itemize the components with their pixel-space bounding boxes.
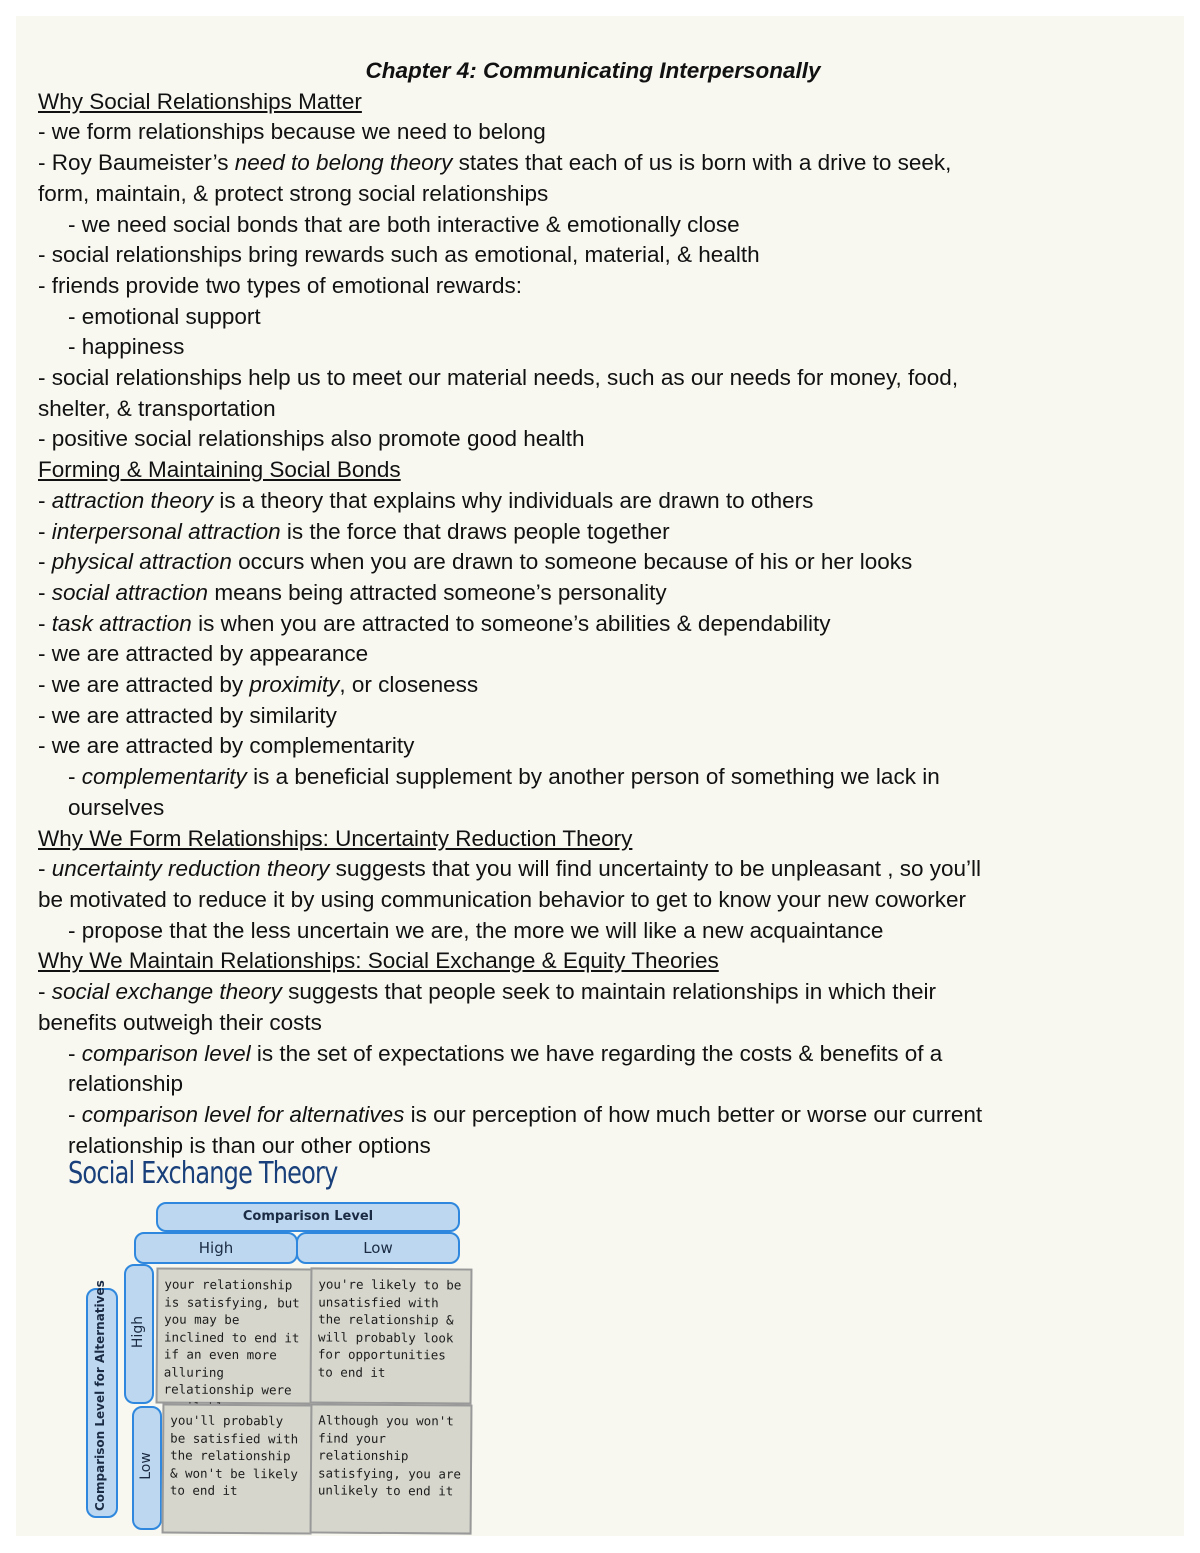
page-title: Chapter 4: Communicating Interpersonally: [365, 58, 821, 83]
note-line: - attraction theory is a theory that explains why individuals are drawn to others: [38, 487, 814, 513]
term: proximity: [249, 672, 340, 698]
note-subline: ourselves: [68, 794, 165, 820]
note-line: - we are attracted by similarity: [38, 702, 337, 728]
note-line: - friends provide two types of emotional rewards:: [38, 272, 522, 298]
note-line: - we are attracted by appearance: [38, 641, 369, 667]
note-line: - we are attracted by proximity, or closeness: [38, 672, 479, 698]
note-subline: relationship: [68, 1071, 184, 1097]
term: need to belong theory: [234, 150, 453, 176]
term: attraction theory: [51, 487, 214, 513]
section-heading-3: Why We Form Relationships: Uncertainty Reduction Theory: [38, 825, 633, 851]
term: social attraction: [51, 579, 209, 605]
column-high-header: High: [134, 1232, 298, 1264]
cell-low-high: you'll probably be satisfied with the relationship & won't be likely to end it: [162, 1403, 313, 1534]
note-line: - social exchange theory suggests that people seek to maintain relationships in which their: [38, 979, 937, 1005]
note-subline: - emotional support: [68, 303, 261, 329]
note-subline: - comparison level is the set of expectations we have regarding the costs & benefits of a: [68, 1040, 943, 1066]
cell-high-high: your relationship is satisfying, but you may be inclined to end it if an even more alluring relationship were: [156, 1267, 313, 1404]
note-line: form, maintain, & protect strong social relationships: [38, 180, 549, 206]
note-line: - social relationships help us to meet our material needs, such as our needs for money, food,: [38, 365, 959, 391]
note-line: - uncertainty reduction theory suggests that you will find uncertainty to be unpleasant , so you’ll: [38, 856, 982, 882]
note-subline: - we need social bonds that are both interactive & emotionally close: [68, 211, 740, 237]
cell-low-low: Although you won't find your relationship satisfying, you are unlikely to end it: [310, 1403, 473, 1534]
term: complementarity: [81, 764, 247, 790]
note-line: - positive social relationships also promote good health: [38, 426, 585, 452]
note-line: benefits outweigh their costs: [38, 1009, 322, 1035]
term: physical attraction: [51, 549, 232, 575]
term: social exchange theory: [51, 979, 282, 1005]
note-subline: relationship is than our other options: [68, 1132, 431, 1158]
diagram-title: Social Exchange Theory: [68, 1156, 338, 1191]
note-line: - we are attracted by complementarity: [38, 733, 415, 759]
section-heading-4: Why We Maintain Relationships: Social Exchange & Equity Theories: [38, 948, 719, 974]
note-line: - social relationships bring rewards such as emotional, material, & health: [38, 242, 760, 268]
term: uncertainty reduction theory: [51, 856, 330, 882]
note-subline: - happiness: [68, 334, 185, 360]
note-subline: - complementarity is a beneficial supplement by another person of something we lack in: [68, 764, 940, 790]
note-line: shelter, & transportation: [38, 395, 276, 421]
page: [16, 16, 1184, 1536]
note-line: be motivated to reduce it by using communication behavior to get to know your new coworker: [38, 886, 966, 912]
note-line: - physical attraction occurs when you are drawn to someone because of his or her looks: [38, 549, 913, 575]
note-line: - social attraction means being attracted someone’s personality: [38, 579, 667, 605]
term: interpersonal attraction: [51, 518, 281, 544]
section-heading-2: Forming & Maintaining Social Bonds: [38, 457, 401, 483]
term: task attraction: [51, 610, 192, 636]
comparison-level-header: Comparison Level: [156, 1202, 460, 1232]
section-heading-1: Why Social Relationships Matter: [38, 88, 362, 114]
comparison-level-alternatives-label: Comparison Level for Alternatives: [93, 1280, 107, 1511]
notes: [38, 56, 1148, 1161]
column-low-header: Low: [296, 1232, 460, 1264]
note-line: - Roy Baumeister’s need to belong theory states that each of us is born with a drive to seek,: [38, 150, 952, 176]
term: comparison level for alternatives: [81, 1101, 405, 1127]
note-subline: - comparison level for alternatives is our perception of how much better or worse our current: [68, 1101, 983, 1127]
note-line: - task attraction is when you are attracted to someone’s abilities & dependability: [38, 610, 831, 636]
cell-high-low: you're likely to be unsatisfied with the relationship & will probably look for opportunities to end it: [310, 1267, 473, 1404]
note-line: - we form relationships because we need to belong: [38, 119, 546, 145]
term: comparison level: [81, 1040, 251, 1066]
note-line: - interpersonal attraction is the force that draws people together: [38, 518, 670, 544]
row-high-label: High: [130, 1315, 146, 1349]
row-low-label: Low: [138, 1452, 154, 1480]
note-subline: - propose that the less uncertain we are, the more we will like a new acquaintance: [68, 917, 884, 943]
